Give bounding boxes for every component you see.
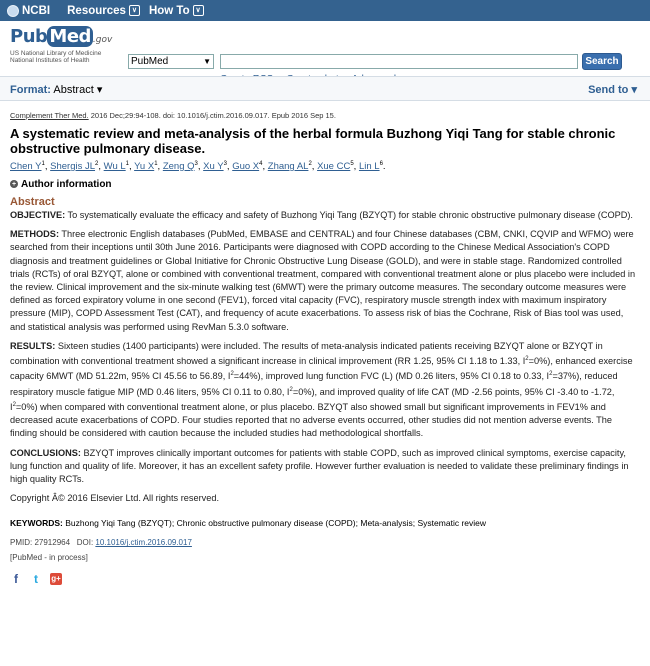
ncbi-label: NCBI	[22, 4, 51, 17]
doi-link[interactable]: 10.1016/j.ctim.2016.09.017	[95, 538, 192, 548]
logo-gov: .gov	[92, 35, 113, 45]
affiliation-sup: 1	[41, 161, 45, 167]
keywords-label: KEYWORDS:	[10, 518, 63, 529]
nlm-line-2: National Institutes of Health	[10, 57, 90, 64]
howto-menu[interactable]	[149, 5, 204, 17]
affiliation-sup: 6	[379, 161, 383, 167]
methods-label: METHODS:	[10, 229, 59, 240]
pmid-value: 27912964	[34, 538, 71, 548]
affiliation-sup: 3	[223, 161, 227, 167]
author-info-toggle[interactable]	[10, 176, 637, 192]
resources-label: Resources	[67, 4, 126, 17]
ncbi-globe-icon	[7, 5, 19, 17]
plus-icon: +	[11, 180, 17, 188]
send-to-label: Send to	[588, 84, 629, 96]
format-bar	[0, 76, 650, 101]
howto-label: How To	[148, 4, 190, 17]
abstract-conclusions	[10, 447, 637, 487]
results-text: =0%), enhanced exercise capacity 6MWT (MD 51.22m, 95% CI 45.56 to 56.89, I	[10, 356, 633, 382]
superscript: 2	[549, 371, 553, 378]
affiliation-sup: 5	[350, 161, 354, 167]
methods-text: Three electronic English databases (PubMed, EMBASE and CENTRAL) and four Chinese databases (CBM, CNKI, CQVIP and WFMO) were searched from their inceptions until 30th June 2016. Participants were diagnosed with COPD according to the Chinese Medical Association's COPD diagnosis and treatment guidelines or Global Initiative for Chronic Obstructive Lung Disease (GOLD), and were in stable stage. Randomized controlled trials (RCTs) of oral BZYQT, alone or combined with conventional treatment, compared with conventional treatment alone or plus placebo were included in the review. Clinical improvement and the six-minute walking test (6MWT) were the primary outcome measures. The secondary outcome measures were defined as forced expiratory volume in one second (FEV1), forced vital capacity (FVC), respiratory muscle strength index with maximum inspiratory pressure (MIP), COPD Assessment Test (CAT), and frequency of acute exacerbations. To assess risk of bias the Cochrane, Risk of Bias tool was used, and statistical analysis was performed using RevMan 5.3.0 software.	[10, 229, 636, 332]
citation	[10, 111, 637, 123]
author-info-label: Author information	[21, 178, 112, 190]
facebook-icon[interactable]: f	[14, 572, 18, 587]
results-text: Sixteen studies (1400 participants) were included. The results of meta-analysis indicated patients receiving BZYQT alone or BZYQT in combination with conventional treatment showed a significant increase in clinical improvement (RR 1.25, 95% CI 1.18 to 1.33, I	[10, 340, 603, 367]
author-link[interactable]: Xue CC	[317, 161, 351, 173]
format-value: Abstract	[53, 84, 94, 96]
results-text: =44%), improved lung function FVC (L) (MD 0.26 liters, 95% CI 0.18 to 0.33, I	[233, 371, 550, 382]
journal-link[interactable]: Complement Ther Med.	[10, 111, 89, 120]
superscript: 2	[525, 356, 529, 363]
objective-label: OBJECTIVE:	[10, 210, 66, 220]
author-link[interactable]: Wu L	[103, 161, 126, 173]
database-select-value: PubMed	[131, 56, 169, 67]
author-link[interactable]: Xu Y	[203, 161, 224, 173]
citation-details: 2016 Dec;29:94-108. doi: 10.1016/j.ctim.2016.09.017. Epub 2016 Sep 15.	[88, 111, 336, 120]
pubmed-logo[interactable]	[10, 27, 112, 64]
format-selector[interactable]	[10, 83, 102, 96]
article-content	[10, 111, 637, 586]
abstract-methods	[10, 228, 637, 334]
format-label: Format:	[10, 84, 51, 96]
author-link[interactable]: Yu X	[134, 161, 155, 173]
affiliation-sup: 2	[308, 161, 312, 167]
author-list: Chen $Y^1$, Shergis $JL^2$, Wu $L^1$, Yu $X^1$, Zeng $Q^3$, Xu $Y^3$, Guo $X^4$, Zhang $AL^2$, Xue $CC^5$, Lin $L^6$.	[10, 161, 386, 173]
resources-menu[interactable]	[67, 5, 140, 17]
affiliation-sup: 1	[125, 161, 130, 167]
chevron-down-icon: ∨	[193, 5, 204, 16]
chevron-down-icon: ▾	[96, 84, 103, 96]
twitter-icon[interactable]: t	[34, 572, 38, 587]
database-select[interactable]	[128, 54, 214, 69]
search-button[interactable]: Search	[582, 53, 622, 70]
abstract-heading: Abstract	[10, 196, 55, 208]
results-text: =0%) when compared with conventional treatment alone, or plus placebo. BZYQT also showed small but significant improvements in FEV1% and decreased acute exacerbations of COPD. Four studies reported that no adverse events occurred, other studies did not mention adverse events. The finding should be considered with caution because the included studies had methodological shortfalls.	[10, 401, 612, 439]
chevron-down-icon: ∨	[129, 5, 140, 16]
author-link[interactable]: Guo X	[232, 161, 260, 173]
share-bar	[10, 572, 637, 586]
copyright: Copyright Â© 2016 Elsevier Ltd. All rights reserved.	[10, 493, 219, 504]
nlm-line-1: US National Library of Medicine	[10, 50, 102, 57]
superscript: 2	[230, 371, 234, 378]
affiliation-sup: 3	[194, 161, 198, 167]
logo-pub: Pub	[10, 26, 48, 47]
google-plus-icon[interactable]: g+	[51, 574, 61, 584]
conclusions-label: CONCLUSIONS:	[10, 447, 81, 458]
results-text: =37%), reduced respiratory muscle fatigue MIP (MD 0.46 liters, 95% CI 0.11 to 0.80, I	[10, 371, 618, 397]
chevron-down-icon: ▾	[631, 84, 637, 96]
superscript: 2	[289, 386, 293, 393]
author-link[interactable]: Zeng Q	[162, 161, 195, 173]
author-link[interactable]: Lin L	[358, 161, 380, 173]
ncbi-topbar	[0, 0, 650, 21]
search-input[interactable]	[220, 54, 578, 69]
pubmed-status: [PubMed - in process]	[10, 553, 88, 563]
pmid-doi-line	[10, 538, 637, 547]
superscript: 2	[12, 401, 16, 408]
affiliation-sup: 4	[259, 161, 263, 167]
keywords-text: Buzhong Yiqi Tang (BZYQT); Chronic obstructive pulmonary disease (COPD); Meta-analysis; Systematic review	[62, 518, 487, 529]
doi-label: DOI:	[76, 538, 96, 548]
send-to-menu[interactable]	[588, 83, 637, 96]
results-label: RESULTS:	[10, 340, 56, 351]
objective-text: To systematically evaluate the efficacy and safety of Buzhong Yiqi Tang (BZYQT) for stable chronic obstructive pulmonary disease (COPD).	[65, 210, 633, 220]
abstract-objective	[10, 209, 637, 222]
results-text: =0%), and improved quality of life CAT (MD -2.56 points, 95% CI -3.40 to -1.72, I	[10, 386, 615, 412]
pmid-label: PMID:	[10, 538, 35, 548]
pubmed-header	[0, 21, 650, 69]
abstract-results	[10, 340, 637, 441]
pubmed-wordmark	[10, 27, 112, 50]
keywords	[10, 518, 637, 528]
logo-med: Med	[49, 26, 91, 47]
author-link[interactable]: Shergis JL	[50, 161, 96, 173]
chevron-down-icon: ▼	[203, 57, 211, 66]
author-link[interactable]: Zhang AL	[267, 161, 309, 173]
author-link[interactable]: Chen Y	[10, 161, 42, 173]
ncbi-logo[interactable]	[7, 5, 50, 17]
conclusions-text: BZYQT improves clinically important outcomes for patients with stable COPD, such as improved clinical symptoms, exercise capacity, lung function and quality of life. Moreover, it has an excellent safety profile. However further evaluation is needed to validate these preliminary findings in high quality RCTs.	[10, 447, 629, 484]
article-title: A systematic review and meta-analysis of the herbal formula Buzhong Yiqi Tang for stable chronic obstructive pulmonary disease.	[10, 126, 616, 156]
affiliation-sup: 2	[95, 161, 99, 167]
affiliation-sup: 1	[154, 161, 158, 167]
